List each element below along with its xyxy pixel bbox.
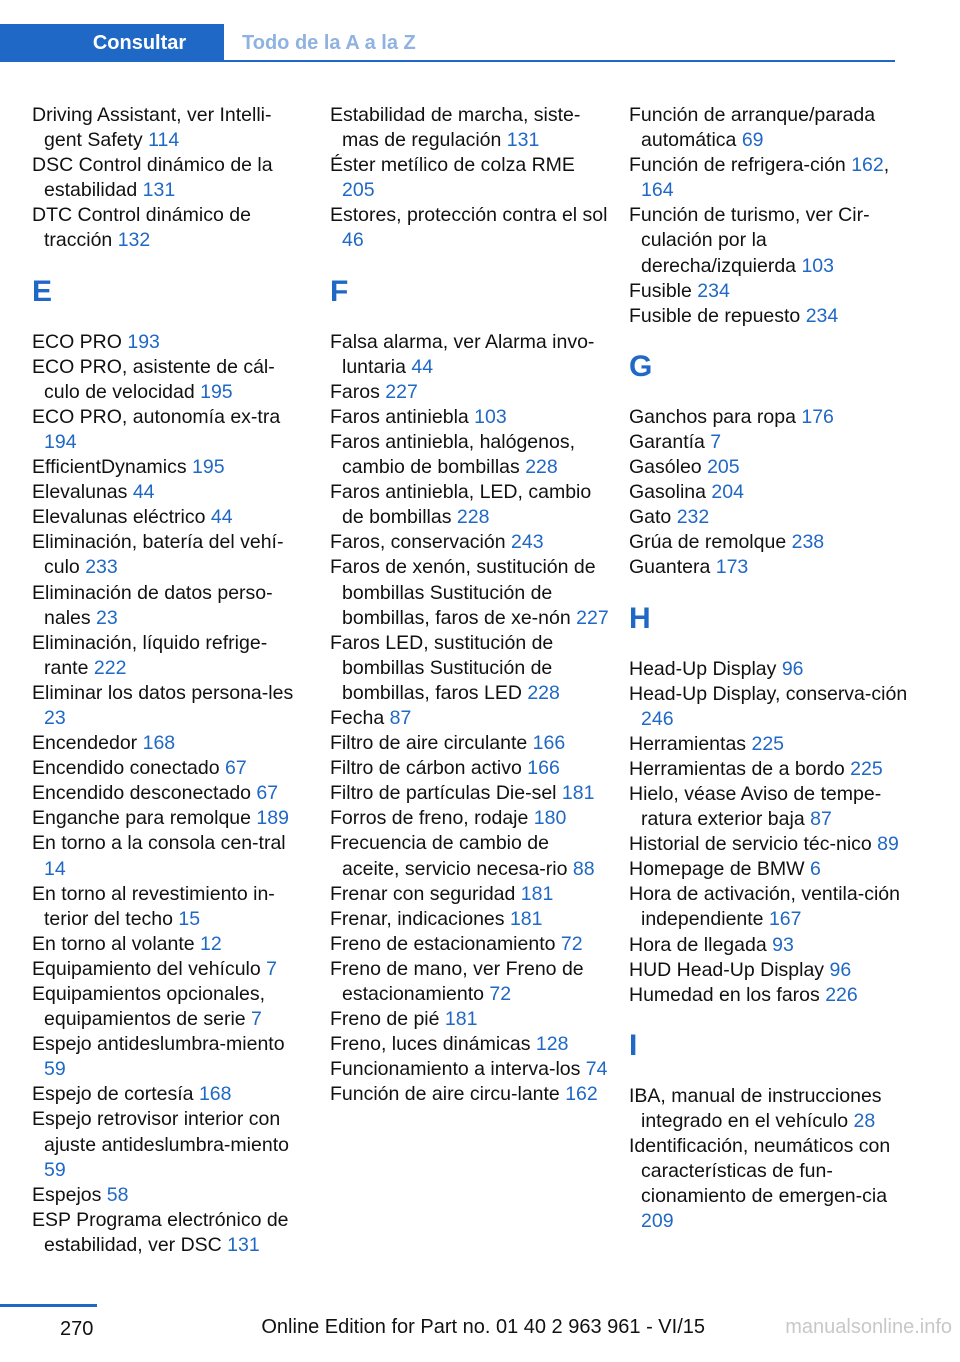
index-entry bbox=[330, 555, 610, 630]
index-entry bbox=[629, 304, 909, 329]
index-entry bbox=[629, 933, 909, 958]
index-entry bbox=[629, 555, 909, 580]
index-entry bbox=[629, 657, 909, 682]
index-entry-text: Faros antiniebla, halógenos, cambio de bombillas bbox=[330, 430, 575, 479]
page-link[interactable]: 166 bbox=[527, 757, 560, 780]
page-link[interactable]: 44 bbox=[411, 355, 434, 378]
page-link[interactable]: 181 bbox=[509, 907, 543, 930]
index-entry-text: Encendedor bbox=[32, 732, 143, 755]
page-link[interactable]: 14 bbox=[44, 857, 66, 880]
page-link[interactable]: 228 bbox=[456, 506, 490, 529]
page-link[interactable]: 205 bbox=[707, 456, 740, 479]
index-entry bbox=[330, 706, 610, 731]
index-entry bbox=[629, 405, 909, 430]
index-entry-text: Elevalunas bbox=[32, 481, 133, 504]
index-entry bbox=[330, 631, 610, 706]
page-link[interactable]: 23 bbox=[44, 706, 66, 729]
index-entry bbox=[629, 1134, 909, 1234]
index-entry-text: Gasolina bbox=[629, 481, 712, 504]
index-entry-text: Funcionamiento a interva‐los bbox=[330, 1058, 586, 1081]
page-link[interactable]: 12 bbox=[200, 932, 222, 955]
page-link[interactable]: 162 bbox=[565, 1083, 598, 1106]
index-entry bbox=[629, 279, 909, 304]
page-link[interactable]: 189 bbox=[256, 807, 289, 830]
index-column-1 bbox=[32, 103, 302, 1258]
index-entry bbox=[32, 631, 302, 681]
page-link[interactable]: 15 bbox=[178, 907, 201, 930]
page-link[interactable]: 246 bbox=[641, 707, 674, 730]
index-entry bbox=[629, 782, 909, 832]
page-link[interactable]: 227 bbox=[385, 380, 418, 403]
index-entry bbox=[32, 957, 302, 982]
page-link[interactable]: 232 bbox=[676, 506, 710, 529]
index-entry bbox=[32, 1208, 302, 1258]
page-link[interactable]: 204 bbox=[711, 481, 744, 504]
index-entry bbox=[32, 681, 302, 731]
index-entry-text: Humedad en los faros bbox=[629, 983, 826, 1006]
index-entry bbox=[32, 581, 302, 631]
index-entry bbox=[32, 1107, 302, 1182]
index-entry-text: Eliminar los datos persona‐les bbox=[32, 681, 294, 704]
index-entry-text: Grúa de remolque bbox=[629, 531, 792, 554]
page-link[interactable]: 96 bbox=[829, 958, 852, 981]
index-entry-text: Identificación, neumáticos con características de fun‐cionamiento de emergen‐cia bbox=[629, 1135, 891, 1208]
index-entry bbox=[330, 330, 610, 380]
watermark: manualsonline.info bbox=[785, 1316, 952, 1338]
index-entry-text: Enganche para remolque bbox=[32, 807, 257, 830]
index-entry bbox=[629, 682, 909, 732]
index-entry-text: Hora de llegada bbox=[629, 933, 773, 956]
index-entry-text: Faros bbox=[330, 380, 386, 403]
index-entry bbox=[32, 455, 302, 480]
index-entry-text: Fusible de repuesto bbox=[629, 304, 806, 327]
index-entry bbox=[330, 731, 610, 756]
index-entry bbox=[32, 480, 302, 505]
index-entry bbox=[330, 957, 610, 1007]
index-entry bbox=[629, 732, 909, 757]
index-entry-text: Frenar con seguridad bbox=[330, 882, 521, 905]
page-link[interactable]: 166 bbox=[532, 732, 566, 755]
index-entry bbox=[330, 1032, 610, 1057]
page-link[interactable]: 96 bbox=[781, 657, 804, 680]
index-entry-text: Fecha bbox=[330, 706, 390, 729]
index-entry-text: Éster metílico de colza RME bbox=[330, 154, 575, 177]
page-link[interactable]: 180 bbox=[533, 807, 567, 830]
page-link[interactable]: 74 bbox=[585, 1058, 608, 1081]
index-entry-text: Gasóleo bbox=[629, 456, 708, 479]
index-entry-text: Forros de freno, rodaje bbox=[330, 807, 534, 830]
index-entry-text: Falsa alarma, ver Alarma invo‐luntaria bbox=[330, 330, 595, 378]
index-entry bbox=[330, 781, 610, 806]
page-link[interactable]: 193 bbox=[127, 330, 160, 353]
index-entry-text: Función de refrigera‐ción bbox=[629, 154, 852, 177]
page-link[interactable]: 7 bbox=[266, 957, 278, 980]
index-entry-text: Faros antiniebla bbox=[330, 405, 475, 428]
header-rule bbox=[0, 60, 895, 62]
index-entry bbox=[629, 983, 909, 1008]
index-entry-text: En torno al revestimiento in‐terior del techo bbox=[32, 882, 275, 930]
index-entry-text: Freno de pié bbox=[330, 1008, 445, 1031]
index-entry bbox=[32, 103, 302, 153]
section-letter: E bbox=[32, 274, 53, 308]
page-link[interactable]: 168 bbox=[142, 732, 176, 755]
index-entry-text: Faros de xenón, sustitución de bombillas Sustitución de bombillas, faros de xe‐nón bbox=[330, 556, 596, 629]
index-entry bbox=[32, 1082, 302, 1107]
page-link[interactable]: 44 bbox=[132, 481, 155, 504]
index-entry-text: Estores, protección contra el sol bbox=[330, 204, 608, 227]
edition-note: Online Edition for Part no. 01 40 2 963 961 - VI/15 bbox=[261, 1316, 705, 1338]
index-entry-text: Gato bbox=[629, 506, 677, 529]
index-entry bbox=[330, 1082, 610, 1107]
index-entry-text: Guantera bbox=[629, 556, 716, 579]
page-link[interactable]: 69 bbox=[741, 129, 764, 152]
index-entry bbox=[32, 505, 302, 530]
index-entry-text: Espejos bbox=[32, 1183, 107, 1206]
page-link[interactable]: 176 bbox=[801, 405, 834, 428]
index-entry-text: Herramientas de a bordo bbox=[629, 757, 851, 780]
page-link[interactable]: 103 bbox=[474, 405, 507, 428]
page-link[interactable]: 132 bbox=[117, 229, 151, 252]
index-entry bbox=[629, 203, 909, 278]
index-entry-text: Frenar, indicaciones bbox=[330, 907, 510, 930]
page-link[interactable]: 72 bbox=[489, 983, 512, 1005]
index-entry-text: Estabilidad de marcha, siste‐mas de regulación bbox=[330, 104, 581, 152]
page-link[interactable]: 233 bbox=[85, 556, 118, 579]
page-link[interactable]: 59 bbox=[44, 1158, 66, 1181]
page-link[interactable]: 164 bbox=[641, 179, 674, 202]
index-entry bbox=[32, 530, 302, 580]
section-letter: I bbox=[629, 1028, 638, 1062]
page-link[interactable]: 59 bbox=[44, 1058, 66, 1081]
index-entry-text: ECO PRO, asistente de cál‐culo de velocidad bbox=[32, 355, 275, 403]
page-link[interactable]: 228 bbox=[527, 681, 560, 704]
index-entry bbox=[629, 882, 909, 932]
index-entry-text: Elevalunas eléctrico bbox=[32, 506, 211, 529]
index-entry bbox=[629, 103, 909, 153]
index-entry bbox=[32, 203, 302, 253]
section-letter: H bbox=[629, 601, 651, 635]
index-entry bbox=[629, 958, 909, 983]
page-link[interactable]: 225 bbox=[751, 732, 785, 755]
page-link[interactable]: 195 bbox=[200, 380, 233, 403]
index-entry-text: Función de arranque/parada automática bbox=[629, 104, 876, 152]
page-link[interactable]: 6 bbox=[810, 858, 821, 881]
index-entry bbox=[32, 1183, 302, 1208]
index-entry bbox=[330, 530, 610, 555]
page-link[interactable]: 89 bbox=[877, 833, 899, 856]
index-entry-text: ECO PRO, autonomía ex‐tra bbox=[32, 405, 281, 428]
page-link[interactable]: 88 bbox=[572, 857, 595, 880]
index-entry-text: Función de aire circu‐lante bbox=[330, 1083, 566, 1106]
index-entry bbox=[330, 831, 610, 881]
index-entry bbox=[629, 430, 909, 455]
index-entry-text: Herramientas bbox=[629, 732, 752, 755]
page-link[interactable]: 205 bbox=[342, 179, 375, 202]
index-entry-text: IBA, manual de instrucciones integrado en el vehículo bbox=[629, 1084, 882, 1132]
page-link[interactable]: 131 bbox=[227, 1233, 260, 1256]
index-entry bbox=[629, 757, 909, 782]
index-entry-text: Espejo retrovisor interior con ajuste antideslumbra‐miento bbox=[32, 1108, 289, 1156]
page-link[interactable]: 222 bbox=[93, 656, 127, 679]
section-letter: G bbox=[629, 349, 653, 383]
index-entry-text: Faros LED, sustitución de bombillas Sustitución de bombillas, faros LED bbox=[330, 631, 554, 704]
index-entry-text: DTC Control dinámico de tracción bbox=[32, 204, 251, 252]
page-link[interactable]: 167 bbox=[768, 908, 802, 931]
tab-consultar[interactable]: Consultar bbox=[0, 24, 224, 62]
index-entry-text: Fusible bbox=[629, 279, 698, 302]
page-link[interactable]: 131 bbox=[142, 179, 176, 202]
index-entry bbox=[32, 153, 302, 203]
index-entry-text: Ganchos para ropa bbox=[629, 405, 802, 428]
page-link[interactable]: 44 bbox=[210, 506, 233, 529]
page-link[interactable]: 128 bbox=[535, 1033, 569, 1056]
page-link[interactable]: 67 bbox=[224, 757, 247, 780]
page-link[interactable]: 58 bbox=[106, 1183, 129, 1206]
index-entry-text: ECO PRO bbox=[32, 330, 128, 353]
page-link[interactable]: 181 bbox=[444, 1008, 478, 1031]
index-entry-text: Encendido conectado bbox=[32, 757, 225, 780]
index-entry-text: Historial de servicio téc‐nico bbox=[629, 833, 878, 856]
index-entry bbox=[330, 380, 610, 405]
index-entry bbox=[32, 831, 302, 881]
index-entry-text: Encendido desconectado bbox=[32, 782, 257, 805]
index-entry bbox=[330, 480, 610, 530]
index-entry-text: Homepage de BMW bbox=[629, 858, 810, 881]
index-entry-text: Faros antiniebla, LED, cambio de bombillas bbox=[330, 481, 592, 529]
page-link[interactable]: 173 bbox=[715, 556, 749, 579]
index-entry-text: ESP Programa electrónico de estabilidad, ver DSC bbox=[32, 1208, 289, 1256]
page-link[interactable]: 103 bbox=[801, 254, 834, 277]
index-entry bbox=[32, 932, 302, 957]
index-entry-text: Espejo antideslumbra‐miento bbox=[32, 1033, 285, 1056]
index-entry-text: Freno de mano, ver Freno de estacionamiento bbox=[330, 957, 584, 1005]
index-entry bbox=[32, 982, 302, 1032]
index-entry-text: Filtro de partículas Die‐sel bbox=[330, 782, 562, 805]
page-link[interactable]: 87 bbox=[389, 706, 412, 729]
index-entry bbox=[32, 330, 302, 355]
index-entry bbox=[32, 405, 302, 455]
index-column-2 bbox=[330, 103, 610, 1107]
index-entry-text: Freno, luces dinámicas bbox=[330, 1033, 536, 1056]
index-entry bbox=[629, 480, 909, 505]
index-entry-text: DSC Control dinámico de la estabilidad bbox=[32, 154, 273, 202]
index-entry bbox=[330, 882, 610, 907]
page-link[interactable]: 7 bbox=[251, 1008, 262, 1031]
index-entry-text: Garantía bbox=[629, 430, 711, 453]
footer-rule bbox=[0, 1304, 97, 1307]
index-entry-text: Función de turismo, ver Cir‐culación por la derecha/izquierda bbox=[629, 204, 870, 277]
page-number: 270 bbox=[60, 1318, 94, 1340]
index-entry-text: Filtro de cárbon activo bbox=[330, 757, 528, 780]
page-link[interactable]: 87 bbox=[810, 808, 832, 831]
index-entry-text: En torno a la consola cen‐tral bbox=[32, 832, 286, 855]
page-link[interactable]: 114 bbox=[148, 129, 180, 152]
index-entry: Función de refrigera‐ción 162, 164 bbox=[629, 154, 890, 202]
page-link[interactable]: 209 bbox=[641, 1210, 674, 1233]
index-entry bbox=[330, 907, 610, 932]
index-entry bbox=[330, 430, 610, 480]
index-entry bbox=[330, 806, 610, 831]
index-entry bbox=[330, 1007, 610, 1032]
page-link[interactable]: 225 bbox=[850, 757, 883, 780]
index-entry bbox=[330, 932, 610, 957]
index-entry-text: HUD Head-Up Display bbox=[629, 958, 830, 981]
index-entry-text: Driving Assistant, ver Intelli‐gent Safety bbox=[32, 104, 272, 152]
index-entry bbox=[629, 857, 909, 882]
page-link[interactable]: 93 bbox=[772, 933, 794, 956]
index-entry-text: Faros, conservación bbox=[330, 531, 511, 554]
page-link[interactable]: 23 bbox=[96, 606, 118, 629]
page-link[interactable]: 67 bbox=[256, 782, 279, 805]
page-link[interactable]: 168 bbox=[198, 1083, 232, 1106]
index-entry bbox=[330, 1057, 610, 1082]
page-link[interactable]: 243 bbox=[511, 531, 544, 554]
page-link[interactable]: 238 bbox=[791, 531, 825, 554]
page-link[interactable]: 28 bbox=[853, 1109, 876, 1132]
page-link[interactable]: 234 bbox=[805, 304, 839, 327]
index-entry bbox=[330, 756, 610, 781]
index-entry bbox=[330, 203, 610, 253]
index-entry bbox=[629, 455, 909, 480]
page-link[interactable]: 228 bbox=[525, 456, 558, 479]
index-column-3 bbox=[629, 103, 909, 1234]
index-entry-text: Equipamiento del vehículo bbox=[32, 957, 267, 980]
index-entry-text: Hora de activación, ventila‐ción independiente bbox=[629, 883, 900, 931]
page-link[interactable]: 195 bbox=[192, 456, 225, 479]
index-entry bbox=[330, 153, 610, 203]
index-entry bbox=[629, 1084, 909, 1134]
index-entry-text: Head-Up Display, conserva‐ción bbox=[629, 682, 908, 705]
page-link[interactable]: 131 bbox=[506, 129, 540, 152]
page-link[interactable]: 7 bbox=[710, 430, 722, 453]
header-bar bbox=[0, 0, 895, 62]
index-entry-text: Freno de estacionamiento bbox=[330, 932, 561, 955]
index-entry-text: EfficientDynamics bbox=[32, 456, 193, 479]
index-entry-text: Espejo de cortesía bbox=[32, 1083, 199, 1106]
page-link[interactable]: 46 bbox=[342, 229, 364, 252]
index-entry-text: Head-Up Display bbox=[629, 657, 782, 680]
page-link[interactable]: 72 bbox=[560, 932, 583, 955]
page-link[interactable]: 226 bbox=[825, 983, 858, 1006]
page-link[interactable]: 181 bbox=[561, 782, 595, 805]
index-entry bbox=[32, 806, 302, 831]
page-link[interactable]: 194 bbox=[44, 430, 77, 453]
index-entry bbox=[629, 530, 909, 555]
index-entry bbox=[629, 832, 909, 857]
index-entry bbox=[330, 103, 610, 153]
index-entry-text: Eliminación, líquido refrige‐rante bbox=[32, 631, 268, 679]
section-letter: F bbox=[330, 274, 349, 308]
index-entry bbox=[330, 405, 610, 430]
index-entry-text: Hielo, véase Aviso de tempe‐ratura exterior baja bbox=[629, 782, 882, 831]
index-entry-text: Filtro de aire circulante bbox=[330, 732, 533, 755]
page-link[interactable]: 227 bbox=[576, 606, 609, 629]
page-link[interactable]: 162 bbox=[851, 154, 884, 177]
index-entry-text: Frecuencia de cambio de aceite, servicio necesa‐rio bbox=[330, 832, 573, 880]
index-entry bbox=[32, 882, 302, 932]
index-entry-text: Eliminación, batería del vehí‐culo bbox=[32, 531, 284, 579]
index-entry-text: Eliminación de datos perso‐nales bbox=[32, 581, 273, 629]
index-entry bbox=[32, 756, 302, 781]
index-entry-text: Equipamientos opcionales, equipamientos de serie bbox=[32, 983, 266, 1031]
index-entry bbox=[32, 731, 302, 756]
index-entry bbox=[32, 355, 302, 405]
tab-todo-a-z[interactable]: Todo de la A a la Z bbox=[242, 31, 416, 54]
index-entry bbox=[32, 781, 302, 806]
index-entry bbox=[32, 1032, 302, 1082]
index-entry-text: En torno al volante bbox=[32, 932, 201, 955]
index-entry bbox=[629, 505, 909, 530]
page-link[interactable]: 234 bbox=[697, 279, 730, 302]
page-link[interactable]: 181 bbox=[520, 882, 554, 905]
